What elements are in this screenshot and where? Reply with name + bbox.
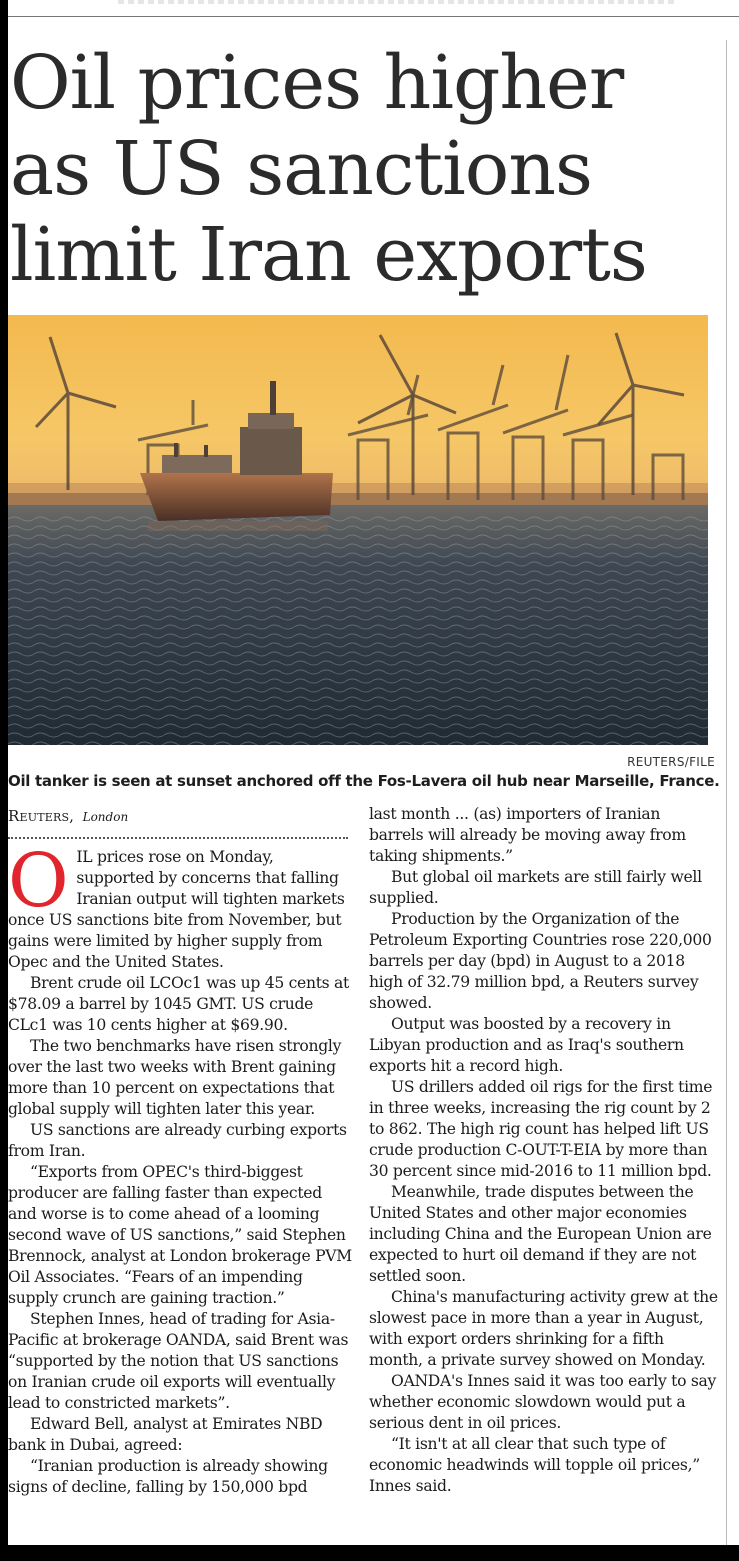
body-paragraph: Edward Bell, analyst at Emirates NBD bank in Dubai, agreed:: [8, 1415, 323, 1454]
body-paragraph: The two benchmarks have risen strongly over the last two weeks with Brent gaining more than 10 percent on expectations that global supply will tighten later this year.: [8, 1037, 342, 1118]
article-photo: [8, 315, 708, 745]
body-paragraph: “Iranian production is already showing signs of decline, falling by 150,000 bpd: [8, 1457, 328, 1496]
drop-cap: O: [8, 838, 69, 924]
top-crop-edge: [118, 0, 678, 4]
continued-paragraph: last month ... (as) importers of Iranian barrels will already be moving away from taking shipments.”: [369, 805, 686, 865]
body-paragraph: “Exports from OPEC's third-biggest producer are falling faster than expected and worse is to come ahead of a looming second wave of US sanctions,” said Stephen Brennock, analyst at London brokerage PVM Oil Associates. “Fears of an impending supply crunch are gaining traction.”: [8, 1163, 352, 1307]
byline-agency: Reuters,: [8, 807, 75, 825]
body-paragraph: Output was boosted by a recovery in Libyan production and as Iraq's southern exports hit a record high.: [369, 1015, 684, 1075]
body-paragraph: Stephen Innes, head of trading for Asia-Pacific at brokerage OANDA, said Brent was “supported by the notion that US sanctions on Iranian crude oil exports will eventually lead to constricted markets”.: [8, 1310, 349, 1412]
body-paragraph: “It isn't at all clear that such type of economic headwinds will topple oil prices,” Innes said.: [369, 1435, 700, 1495]
body-paragraph: Meanwhile, trade disputes between the United States and other major economies including China and the European Union are expected to hurt oil demand if they are not settled soon.: [369, 1183, 712, 1285]
tanker-sunset-image: [8, 315, 708, 745]
body-paragraph: US drillers added oil rigs for the first time in three weeks, increasing the rig count by 2 to 862. The high rig count has helped lift US crude production C-OUT-T-EIA by more than 30 percent since mid-2016 to 11 million bpd.: [369, 1078, 713, 1180]
column-rule-right: [726, 40, 727, 1545]
article-column-left: [8, 838, 354, 1498]
top-rule: [8, 16, 739, 17]
headline: Oil prices higher as US sanctions limit Iran exports: [10, 40, 647, 298]
body-paragraph: US sanctions are already curbing exports from Iran.: [8, 1121, 347, 1160]
photo-credit: REUTERS/FILE: [627, 755, 715, 769]
body-paragraph: OANDA's Innes said it was too early to say whether economic slowdown would put a serious dent in oil prices.: [369, 1372, 717, 1432]
body-paragraph: But global oil markets are still fairly well supplied.: [369, 868, 702, 907]
photo-caption: Oil tanker is seen at sunset anchored off the Fos-Lavera oil hub near Marseille, France.: [8, 772, 720, 790]
byline-location: London: [82, 810, 129, 824]
lead-text: IL prices rose on Monday, supported by concerns that falling Iranian output will tighten markets once US sanctions bite from November, but gains were limited by higher supply from Opec and the United States.: [8, 848, 345, 971]
newspaper-page: [8, 0, 739, 1545]
article-column-right: [369, 804, 719, 1497]
body-paragraph: Production by the Organization of the Petroleum Exporting Countries rose 220,000 barrels per day (bpd) in August to a 2018 high of 32.79 million bpd, a Reuters survey showed.: [369, 910, 712, 1012]
lead-paragraph: [8, 838, 354, 973]
body-paragraph: Brent crude oil LCOc1 was up 45 cents at $78.09 a barrel by 1045 GMT. US crude CLc1 was 10 cents higher at $69.90.: [8, 974, 349, 1034]
byline: [8, 806, 348, 827]
body-paragraph: China's manufacturing activity grew at the slowest pace in more than a year in August, with export orders shrinking for a fifth month, a private survey showed on Monday.: [369, 1288, 718, 1369]
